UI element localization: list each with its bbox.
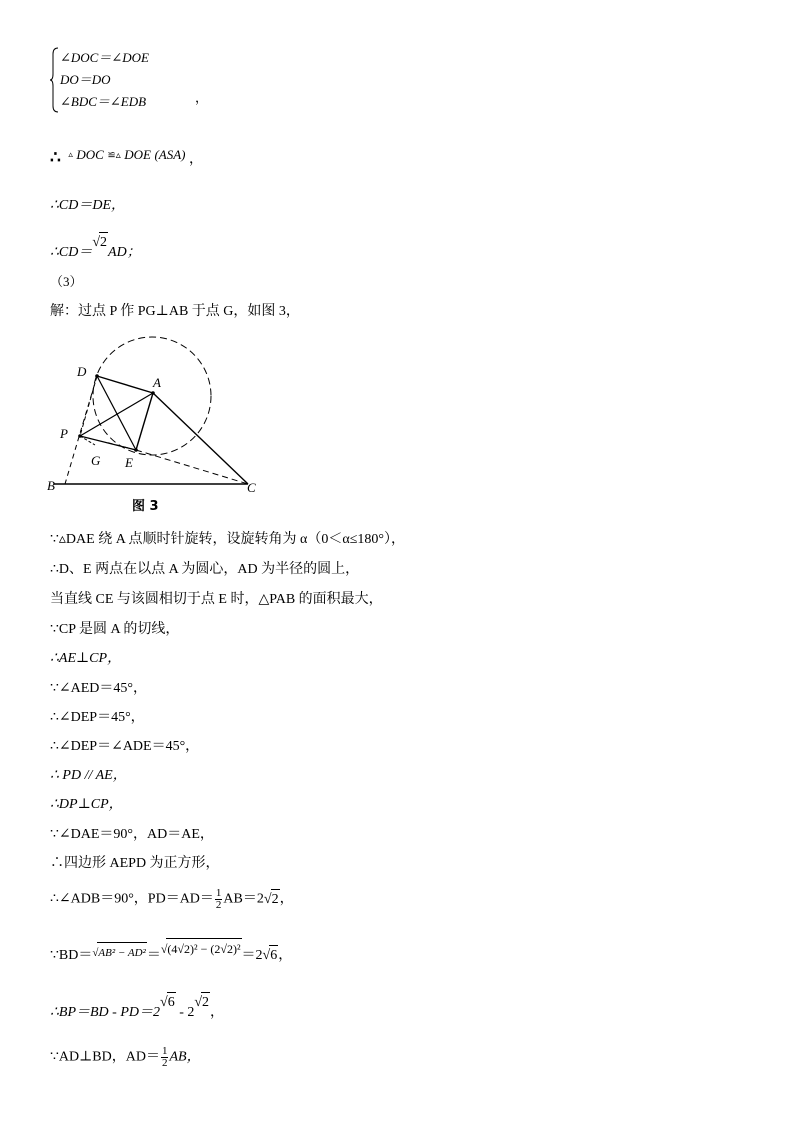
sqrt-expression: √(4√2)² − (2√2)² [161,942,242,956]
label-a: A [153,375,161,390]
fraction-half-2 [161,1046,169,1069]
sqrt-6: √6 [160,992,176,1013]
part-label: （3） [50,274,83,289]
solution-intro: 解：过点 P 作 PG⊥AB 于点 G，如图 3， [50,304,300,319]
sqrt-ab-ad-radicand: AB² − AD² [97,942,146,963]
congruence-tri1: DOC [76,147,104,162]
system-row-1: ∠DOC＝∠DOE [60,50,149,65]
step-5: ∴AE⊥CP， [50,651,122,666]
fraction-den-2: 2 [161,1057,168,1069]
step-7: ∴∠DEP＝45°， [50,710,145,725]
step-1: ∵▵DAE 绕 A 点顺时针旋转，设旋转角为 α（0＜α≤180°）， [50,532,405,547]
formula-1-pre: ∴∠ADB＝90°，PD＝AD＝ [50,891,214,907]
congruence-tri2: DOE [124,147,151,162]
sqrt-2: √2 [92,232,108,253]
formula-1 [50,888,294,911]
point-p [78,434,82,438]
formula-3-mid: - 2 [175,1005,195,1020]
label-d: D [77,364,87,379]
line-cd-ad [50,232,141,263]
label-g: G [91,453,101,468]
therefore-symbol: ∴ [50,148,61,167]
congruence-line [50,144,203,170]
segment-ce-ext [105,442,136,450]
segment-ac [153,393,248,484]
step-2: ∴D、E 两点在以点 A 为圆心，AD 为半径的圆上， [50,562,360,577]
label-b: B [47,478,55,492]
sqrt-ab-ad: √AB² − AD² [92,947,146,959]
step-11: ∵∠DAE＝90°，AD＝AE， [50,827,214,842]
system-row-3: ∠BDC＝∠EDB [60,94,147,109]
line-cd-de: ∴CD＝DE， [50,198,126,213]
formula-1-post: ， [279,891,294,907]
triangle-icon: ▵ [68,149,73,159]
congruent-symbol: ≌▵ [107,150,121,161]
formula-2-post: ， [278,948,293,963]
sqrt-2-radicand: 2 [99,232,108,253]
step-10: ∴DP⊥CP， [50,797,123,812]
formula-2-pre: ∵BD＝ [50,948,93,963]
sqrt-radicand: 2 [271,889,280,910]
fraction-half [215,888,223,911]
formula-4-post: AB， [169,1049,201,1065]
system-trailing: ， [195,90,209,105]
sqrt-expression-radicand: (4√2)² − (2√2)² [166,938,241,959]
step-9: ∴ PD // AE， [50,768,127,783]
sqrt-6-radicand: 6 [167,992,176,1013]
step-4: ∵CP 是圆 A 的切线， [50,622,180,637]
congruence-reason: (ASA) [154,147,186,162]
line-cd-ad-pre: ∴CD＝ [50,245,93,260]
label-e: E [125,455,133,470]
formula-3-pre: ∴BP＝BD - PD＝2 [50,1005,160,1020]
system-row-2: DO＝DO [60,72,111,87]
formula-2-res: ＝2 [241,948,263,963]
sqrt-2-radicand: 2 [201,992,210,1013]
line-cd-ad-post: AD； [108,245,141,260]
congruence-comma: ， [188,152,203,167]
point-d [95,374,99,378]
sqrt-2: √2 [264,892,280,907]
sqrt-2: √2 [194,992,210,1013]
label-p: P [60,426,68,441]
formula-4-pre: ∵AD⊥BD，AD＝ [50,1049,160,1065]
geometry-figure [45,332,275,492]
figure-caption: 图 3 [132,499,159,514]
step-3: 当直线 CE 与该圆相切于点 E 时，△PAB 的面积最大， [50,592,383,607]
fraction-den: 2 [215,899,222,911]
step-12: ∴四边形 AEPD 为正方形， [50,856,220,871]
formula-2 [50,938,292,966]
formula-2-eq: ＝ [146,948,161,963]
formula-3 [50,992,224,1023]
step-8: ∴∠DEP＝∠ADE＝45°， [50,739,200,754]
formula-3-post: ， [210,1005,225,1020]
sqrt-6-radicand: 6 [269,945,278,966]
point-e [134,448,138,452]
formula-1-mid: AB＝2 [223,891,264,907]
label-c: C [247,480,256,492]
sqrt-6: √6 [263,948,279,963]
step-6: ∵∠AED＝45°， [50,681,148,696]
formula-4 [50,1046,201,1069]
segment-de [97,376,136,450]
point-a [151,391,155,395]
fraction-num-2: 1 [161,1045,168,1057]
fraction-num: 1 [215,887,222,899]
left-brace-icon [50,46,60,114]
segment-da [97,376,153,393]
